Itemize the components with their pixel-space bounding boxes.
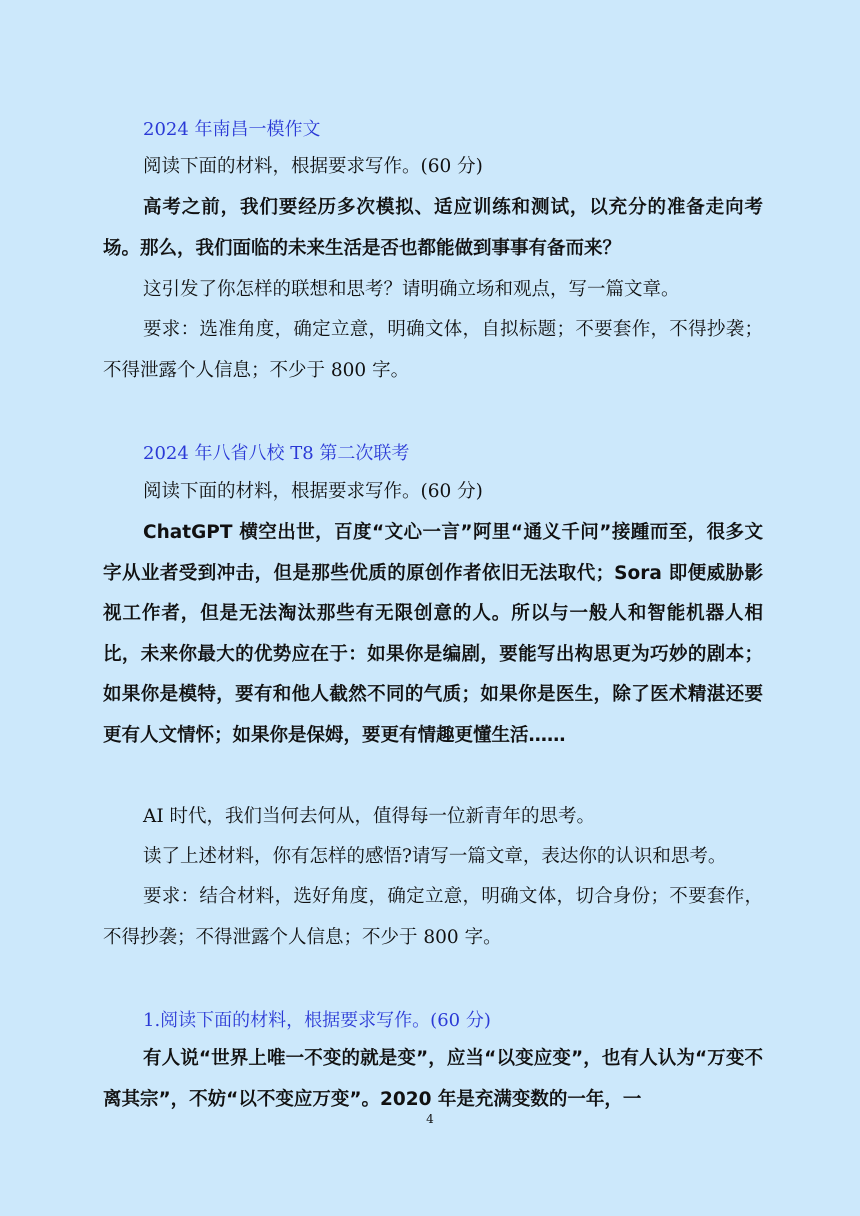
paragraph: 读了上述材料，你有怎样的感悟?请写一篇文章，表达你的认识和思考。 (143, 846, 727, 867)
section-title-nanchang: 2024 年南昌一模作文 (143, 119, 321, 140)
paragraph: 阅读下面的材料，根据要求写作。(60 分) (143, 481, 483, 502)
paragraph: 要求：结合材料，选好角度，确定立意，明确文体，切合身份；不要套作，不得抄袭；不得泄露个人信息；不少于 800 字。 (103, 886, 763, 948)
paragraph: 阅读下面的材料，根据要求写作。(60 分) (143, 156, 483, 177)
section-title-question-1: 1.阅读下面的材料，根据要求写作。(60 分) (143, 1010, 491, 1031)
paragraph: 要求：选准角度，确定立意，明确文体，自拟标题；不要套作，不得抄袭；不得泄露个人信息；不少于 800 字。 (103, 319, 763, 381)
paragraph: 高考之前，我们要经历多次模拟、适应训练和测试，以充分的准备走向考场。那么，我们面临的未来生活是否也都能做到事事有备而来？ (103, 197, 763, 259)
paragraph: AI 时代，我们当何去何从，值得每一位新青年的思考。 (143, 806, 596, 827)
section-title-t8: 2024 年八省八校 T8 第二次联考 (143, 443, 410, 464)
paragraph: 有人说“世界上唯一不变的就是变”，应当“以变应变”，也有人认为“万变不离其宗”，不妨“以不变应万变”。2020 年是充满变数的一年，一 (103, 1048, 763, 1110)
paragraph: 这引发了你怎样的联想和思考？请明确立场和观点，写一篇文章。 (143, 279, 680, 300)
page-number: 4 (426, 1112, 434, 1126)
paragraph: ChatGPT 横空出世，百度“文心一言”阿里“通义千问”接踵而至，很多文字从业者受到冲击，但是那些优质的原创作者依旧无法取代；Sora 即便威胁影视工作者，但是无法淘汰那些有无限创意的人。所以与一般人和智能机器人相比，未来你最大的优势应在于：如果你是编剧，要能写出构思更为巧妙的剧本；如果你是模特，要有和他人截然不同的气质；如果你是医生，除了医术精湛还要更有人文情怀；如果你是保姆，要更有情趣更懂生活…… (103, 522, 763, 746)
